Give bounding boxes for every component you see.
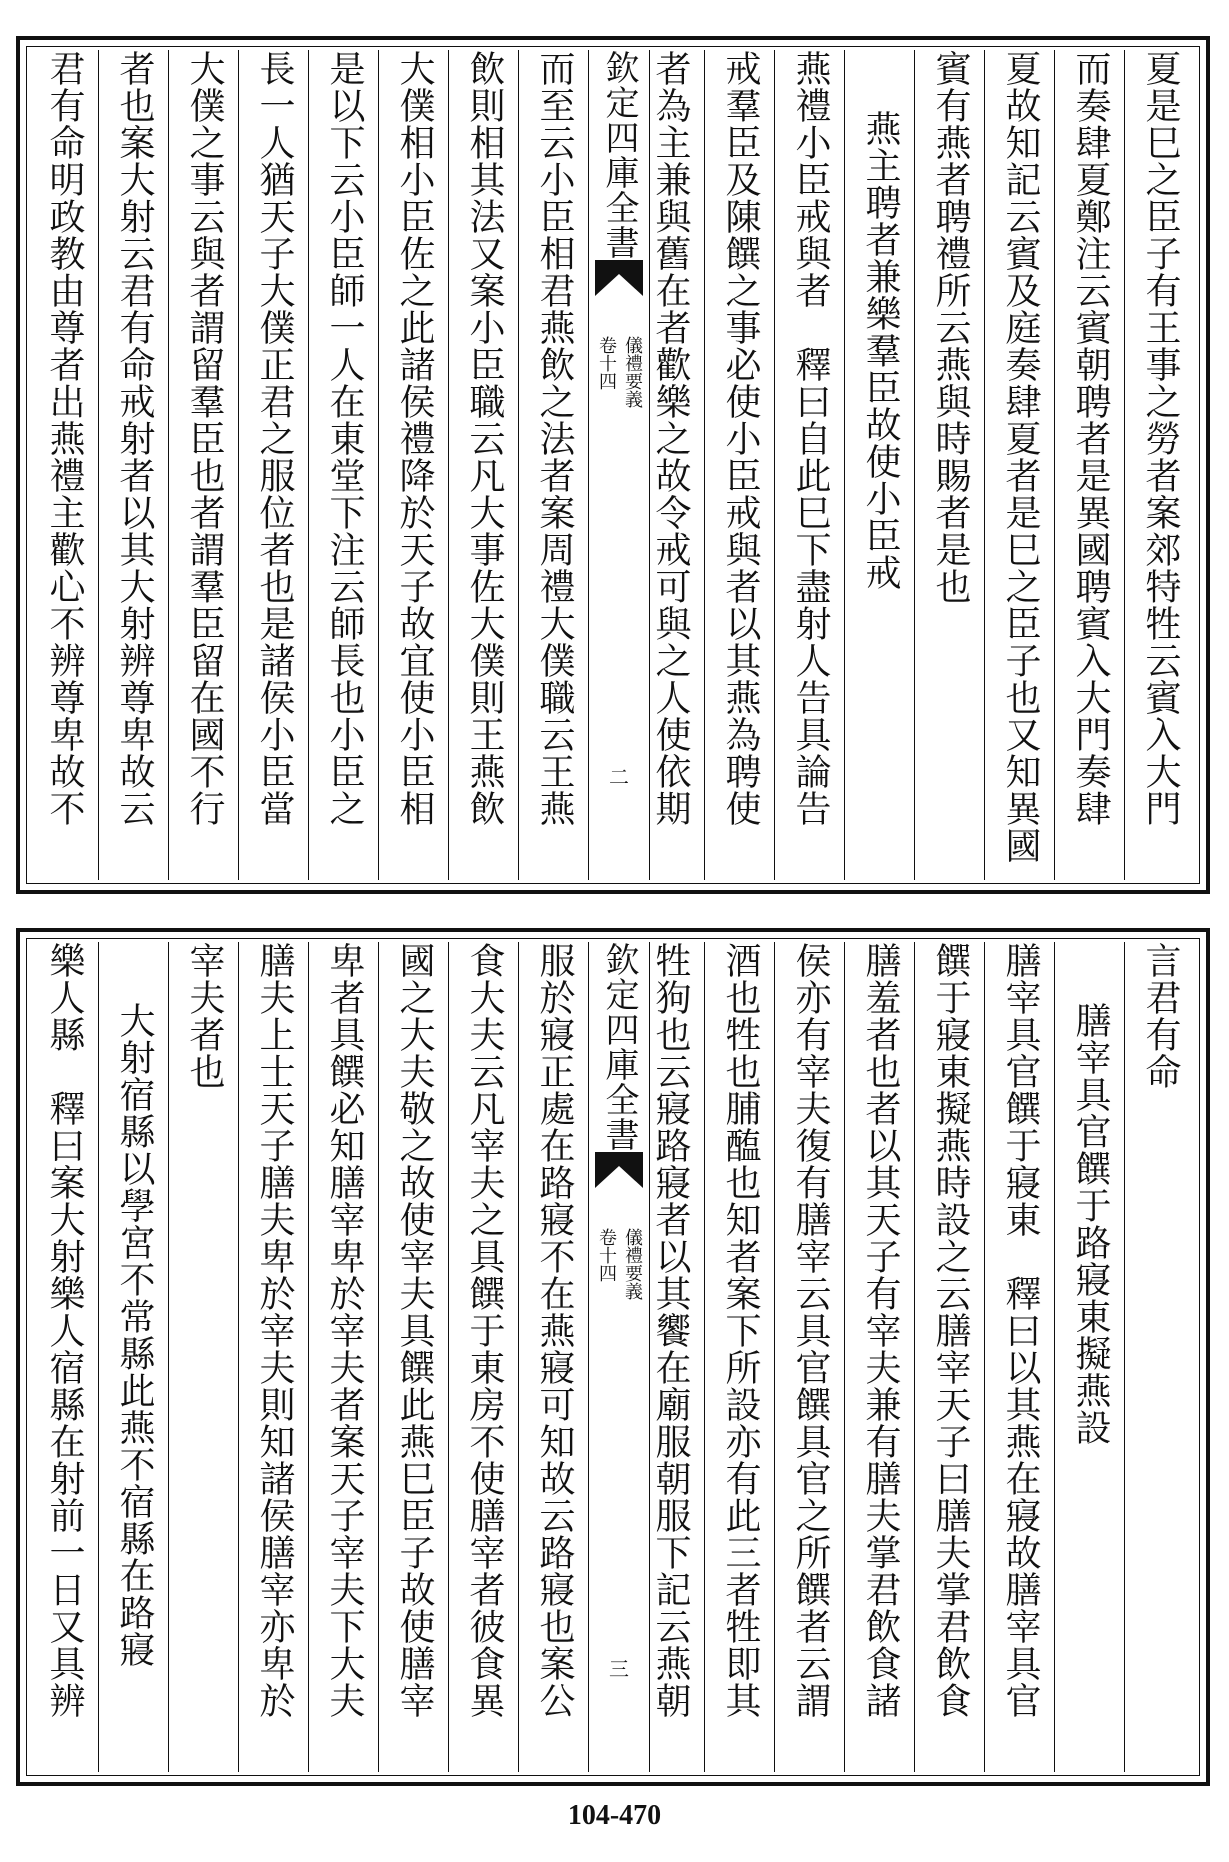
column-text: 飲則相其法又案小臣職云凡大事佐大僕則王燕飲: [464, 50, 505, 827]
text-column: [914, 942, 984, 1772]
top-book-name: 儀禮要義: [622, 336, 643, 408]
text-column: [984, 942, 1054, 1772]
column-text: 食大夫云凡宰夫之具饌于東房不使膳宰者彼食異: [464, 942, 505, 1719]
column-text: 侯亦有宰夫復有膳宰云具官饌具官之所饌者云謂: [790, 942, 831, 1719]
text-column: [634, 50, 704, 880]
text-column: [518, 50, 588, 880]
column-text: 者也案大射云君有命戒射者以其大射辨尊卑故云: [114, 50, 155, 827]
text-column: [1124, 942, 1194, 1772]
text-column: [308, 50, 378, 880]
text-column: [704, 942, 774, 1772]
column-text: 饌于寢東擬燕時設之云膳宰天子曰膳夫掌君飲食: [930, 942, 971, 1719]
column-text: 燕主聘者兼樂羣臣故使小臣戒: [860, 110, 901, 591]
column-text: 戒羣臣及陳饌之事必使小臣戒與者以其燕為聘使: [720, 50, 761, 827]
column-text: 大僕之事云與者謂留羣臣也者謂羣臣留在國不行: [184, 50, 225, 827]
bottom-page: [16, 928, 1210, 1786]
column-text: 卑者具饌必知膳宰卑於宰夫者案天子宰夫下大夫: [324, 942, 365, 1719]
column-text: 膳羞者也者以其天子有宰夫兼有膳夫掌君飲食諸: [860, 942, 901, 1719]
top-book-title: 欽定四庫全書: [599, 50, 639, 260]
column-text: 是以下云小臣師一人在東堂下注云師長也小臣之: [324, 50, 365, 827]
text-column: [238, 50, 308, 880]
bottom-book-title: 欽定四庫全書: [599, 942, 639, 1152]
column-text: 牲狗也云寢路寢者以其饗在廟服朝服下記云燕朝: [650, 942, 691, 1719]
column-text: 大射宿縣以學宮不常縣此燕不宿縣在路寢: [114, 1002, 155, 1668]
column-text: 者為主兼與舊在者歡樂之故令戒可與之人使依期: [650, 50, 691, 827]
text-column: [28, 50, 98, 880]
text-column: [774, 942, 844, 1772]
column-text: 夏故知記云賓及庭奏肆夏者是巳之臣子也又知異國: [1000, 50, 1041, 864]
column-text: 燕禮小臣戒與者 釋曰自此巳下盡射人告具論告: [790, 50, 831, 827]
text-column: [1124, 50, 1194, 880]
text-column: [448, 50, 518, 880]
column-text: 大僕相小臣佐之此諸侯禮降於天子故宜使小臣相: [394, 50, 435, 827]
bottom-volume: 卷十四: [596, 1228, 617, 1282]
text-column: [98, 942, 168, 1772]
text-column: [774, 50, 844, 880]
text-column: [844, 942, 914, 1772]
text-column: [984, 50, 1054, 880]
top-page-number: 二: [609, 765, 629, 789]
text-column: [168, 942, 238, 1772]
text-column: [704, 50, 774, 880]
text-column: [308, 942, 378, 1772]
column-text: 膳宰具官饌于寢東 釋曰以其燕在寢故膳宰具官: [1000, 942, 1041, 1719]
text-column: [238, 942, 308, 1772]
bottom-book-name: 儀禮要義: [622, 1228, 643, 1300]
text-column: [448, 942, 518, 1772]
footer-page-number: 104-470: [567, 1800, 662, 1831]
column-text: 長一人猶天子大僕正君之服位者也是諸侯小臣當: [254, 50, 295, 827]
text-column: [518, 942, 588, 1772]
text-column: [378, 50, 448, 880]
text-column: [98, 50, 168, 880]
text-column: [168, 50, 238, 880]
text-column: [378, 942, 448, 1772]
text-column: [634, 942, 704, 1772]
text-column: [1054, 50, 1124, 880]
text-column: [844, 50, 914, 880]
column-text: 服於寢正處在路寢不在燕寢可知故云路寢也案公: [534, 942, 575, 1719]
bottom-page-number: 三: [609, 1657, 629, 1681]
column-text: 言君有命: [1140, 942, 1181, 1090]
text-column: [28, 942, 98, 1772]
text-column: [1054, 942, 1124, 1772]
column-text: 樂人縣 釋曰案大射樂人宿縣在射前一日又具辨: [44, 942, 85, 1719]
column-text: 夏是巳之臣子有王事之勞者案郊特牲云賓入大門: [1140, 50, 1181, 827]
column-text: 君有命明政教由尊者出燕禮主歡心不辨尊卑故不: [44, 50, 85, 827]
top-page: [16, 36, 1210, 894]
column-text: 宰夫者也: [184, 942, 225, 1090]
column-text: 而至云小臣相君燕飲之法者案周禮大僕職云王燕: [534, 50, 575, 827]
top-volume: 卷十四: [596, 336, 617, 390]
text-column: [914, 50, 984, 880]
column-text: 賓有燕者聘禮所云燕與時賜者是也: [930, 50, 971, 605]
column-text: 酒也牲也脯醢也知者案下所設亦有此三者牲即其: [720, 942, 761, 1719]
column-text: 膳宰具官饌于路寢東擬燕設: [1070, 1002, 1111, 1446]
column-text: 膳夫上士天子膳夫卑於宰夫則知諸侯膳宰亦卑於: [254, 942, 295, 1719]
column-text: 國之大夫敬之故使宰夫具饌此燕巳臣子故使膳宰: [394, 942, 435, 1719]
column-text: 而奏肆夏鄭注云賓朝聘者是異國聘賓入大門奏肆: [1070, 50, 1111, 827]
